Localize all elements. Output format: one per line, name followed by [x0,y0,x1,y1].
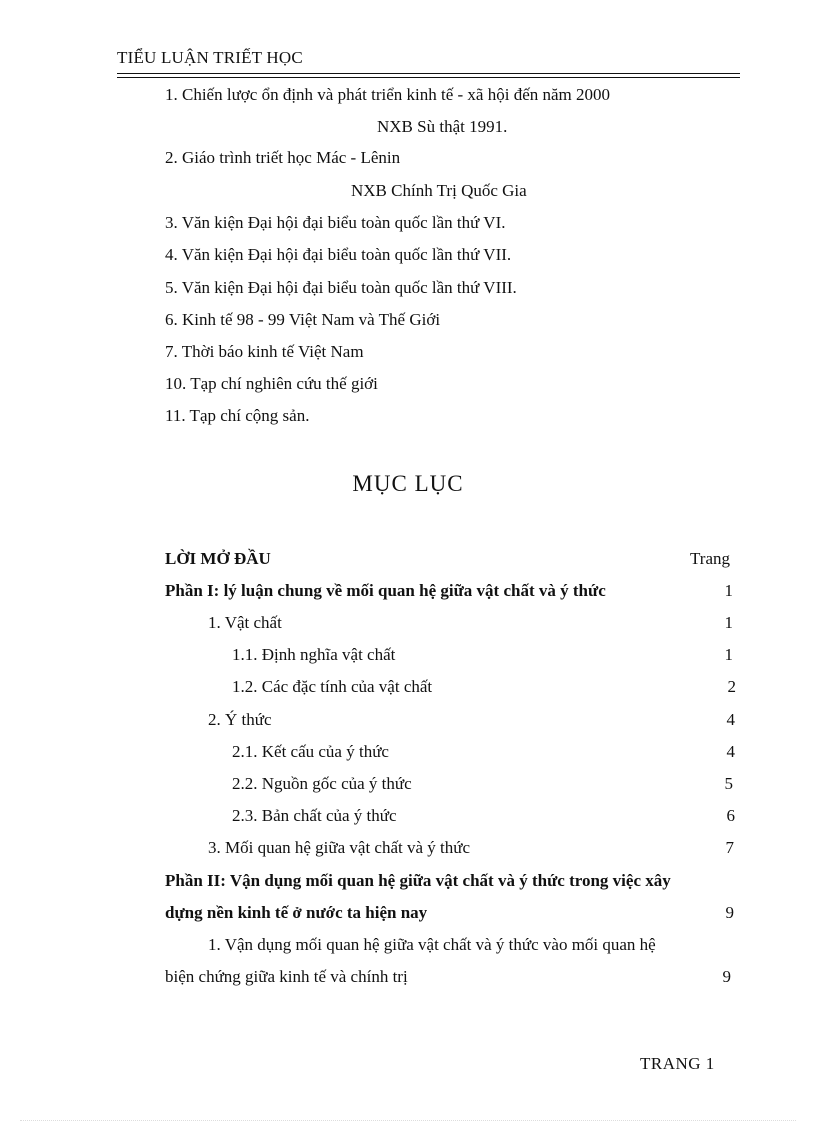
reference-item: 7. Thời báo kinh tế Việt Nam [165,342,364,361]
toc-page-number: 9 [722,967,731,986]
reference-item: 6. Kinh tế 98 - 99 Việt Nam và Thế Giới [165,310,441,329]
reference-item: 1. Chiến lược ổn định và phát triển kinh tế - xã hội đến năm 2000 [165,85,611,104]
toc-entry: 2.2. Nguồn gốc của ý thức [232,774,412,793]
toc-page-number: 4 [726,742,735,761]
toc-page-number: 6 [726,806,735,825]
page-footer: TRANG 1 [640,1054,715,1073]
running-header: TIỂU LUẬN TRIẾT HỌC [117,48,303,67]
page-bottom-border [20,1120,796,1121]
toc-page-number: 2 [727,677,736,696]
reference-item: 10. Tạp chí nghiên cứu thế giới [165,374,378,393]
toc-intro: LỜI MỞ ĐẦU [165,549,271,568]
toc-entry: 3. Mối quan hệ giữa vật chất và ý thức [208,838,471,857]
reference-item: 2. Giáo trình triết học Mác - Lênin [165,148,401,167]
header-rule-thin [117,77,740,78]
reference-publisher: NXB Chính Trị Quốc Gia [351,181,527,200]
reference-publisher: NXB Sù thật 1991. [377,117,508,136]
toc-entry: 2. Ý thức [208,710,272,729]
toc-title: MỤC LỤC [352,471,464,496]
reference-item: 11. Tạp chí cộng sản. [165,406,310,425]
toc-page-number: 1 [724,613,733,632]
toc-entry-cont: biện chứng giữa kinh tế và chính trị [165,967,408,986]
reference-item: 3. Văn kiện Đại hội đại biểu toàn quốc lần thứ VI. [165,213,506,232]
toc-entry-part: Phần I: lý luận chung về mối quan hệ giữa vật chất và ý thức [165,581,606,600]
reference-item: 4. Văn kiện Đại hội đại biểu toàn quốc lần thứ VII. [165,245,512,264]
toc-page-number: 5 [724,774,733,793]
toc-entry: 1.1. Định nghĩa vật chất [232,645,396,664]
toc-entry-part: Phần II: Vận dụng mối quan hệ giữa vật chất và ý thức trong việc xây [165,871,671,890]
reference-item: 5. Văn kiện Đại hội đại biểu toàn quốc lần thứ VIII. [165,278,517,297]
toc-entry: 1.2. Các đặc tính của vật chất [232,677,433,696]
toc-page-header: Trang [690,549,730,568]
toc-page-number: 9 [725,903,734,922]
toc-page-number: 7 [725,838,734,857]
toc-page-number: 4 [726,710,735,729]
header-rule-thick [117,73,740,74]
toc-page-number: 1 [724,581,733,600]
toc-entry: 2.3. Bản chất của ý thức [232,806,397,825]
toc-entry: 1. Vật chất [208,613,282,632]
toc-entry: 2.1. Kết cấu của ý thức [232,742,389,761]
toc-entry: 1. Vận dụng mối quan hệ giữa vật chất và ý thức vào mối quan hệ [208,935,656,954]
toc-page-number: 1 [724,645,733,664]
toc-entry-part-cont: dựng nền kinh tế ở nước ta hiện nay [165,903,428,922]
